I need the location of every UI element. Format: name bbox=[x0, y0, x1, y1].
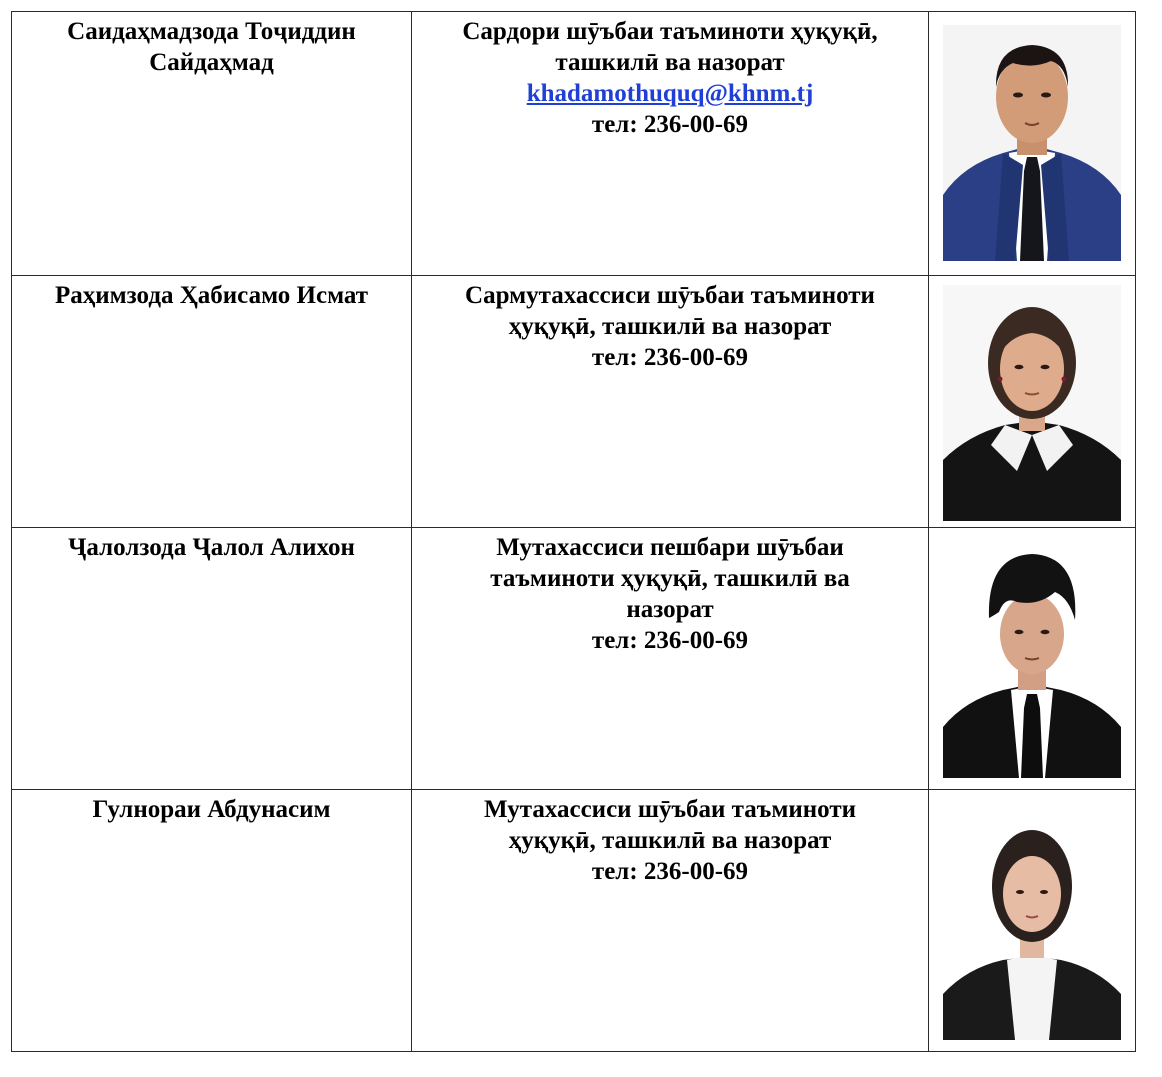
portrait-photo bbox=[943, 542, 1121, 778]
photo-cell bbox=[929, 790, 1136, 1052]
position-line: таъминоти ҳуқуқӣ, ташкилӣ ва bbox=[490, 565, 850, 592]
portrait-photo bbox=[943, 285, 1121, 521]
phone-text: тел: 236-00-69 bbox=[591, 858, 749, 885]
portrait-woman-icon bbox=[943, 285, 1121, 521]
position-line: Сармутахассиси шӯъбаи таъминоти bbox=[465, 282, 875, 309]
email-link[interactable]: khadamothuquq@khnm.tj bbox=[526, 80, 814, 107]
phone-text: тел: 236-00-69 bbox=[591, 627, 749, 654]
phone-text: тел: 236-00-69 bbox=[591, 111, 749, 138]
name-line: Раҳимзода Ҳабисамо Исмат bbox=[54, 282, 369, 309]
phone-text: тел: 236-00-69 bbox=[591, 344, 749, 371]
table-row bbox=[12, 528, 1136, 790]
name-cell bbox=[12, 12, 412, 276]
name-cell bbox=[12, 528, 412, 790]
name-line: Гулнораи Абдунасим bbox=[92, 796, 331, 823]
table-row bbox=[12, 790, 1136, 1052]
position-line: назорат bbox=[626, 596, 714, 623]
position-line: ҳуқуқӣ, ташкилӣ ва назорат bbox=[508, 827, 832, 854]
position-line: ташкилӣ ва назорат bbox=[555, 49, 785, 76]
portrait-photo bbox=[943, 804, 1121, 1040]
portrait-woman-icon bbox=[943, 804, 1121, 1040]
portrait-man-icon bbox=[943, 25, 1121, 261]
photo-cell bbox=[929, 528, 1136, 790]
portrait-man-icon bbox=[943, 542, 1121, 778]
name-line: Сайдаҳмад bbox=[149, 49, 274, 76]
position-cell bbox=[412, 12, 929, 276]
photo-cell bbox=[929, 276, 1136, 528]
name-line: Саидаҳмадзода Тоҷиддин bbox=[67, 18, 356, 45]
staff-table bbox=[11, 11, 1136, 1052]
position-line: Сардори шӯъбаи таъминоти ҳуқуқӣ, bbox=[462, 18, 878, 45]
portrait-photo bbox=[943, 25, 1121, 261]
name-cell bbox=[12, 790, 412, 1052]
name-line: Ҷалолзода Ҷалол Алихон bbox=[68, 534, 355, 561]
name-cell bbox=[12, 276, 412, 528]
photo-cell bbox=[929, 12, 1136, 276]
position-line: Мутахассиси пешбари шӯъбаи bbox=[496, 534, 844, 561]
position-line: ҳуқуқӣ, ташкилӣ ва назорат bbox=[508, 313, 832, 340]
position-cell bbox=[412, 276, 929, 528]
table-row bbox=[12, 12, 1136, 276]
position-line: Мутахассиси шӯъбаи таъминоти bbox=[483, 796, 857, 823]
position-cell bbox=[412, 528, 929, 790]
table-row bbox=[12, 276, 1136, 528]
position-cell bbox=[412, 790, 929, 1052]
